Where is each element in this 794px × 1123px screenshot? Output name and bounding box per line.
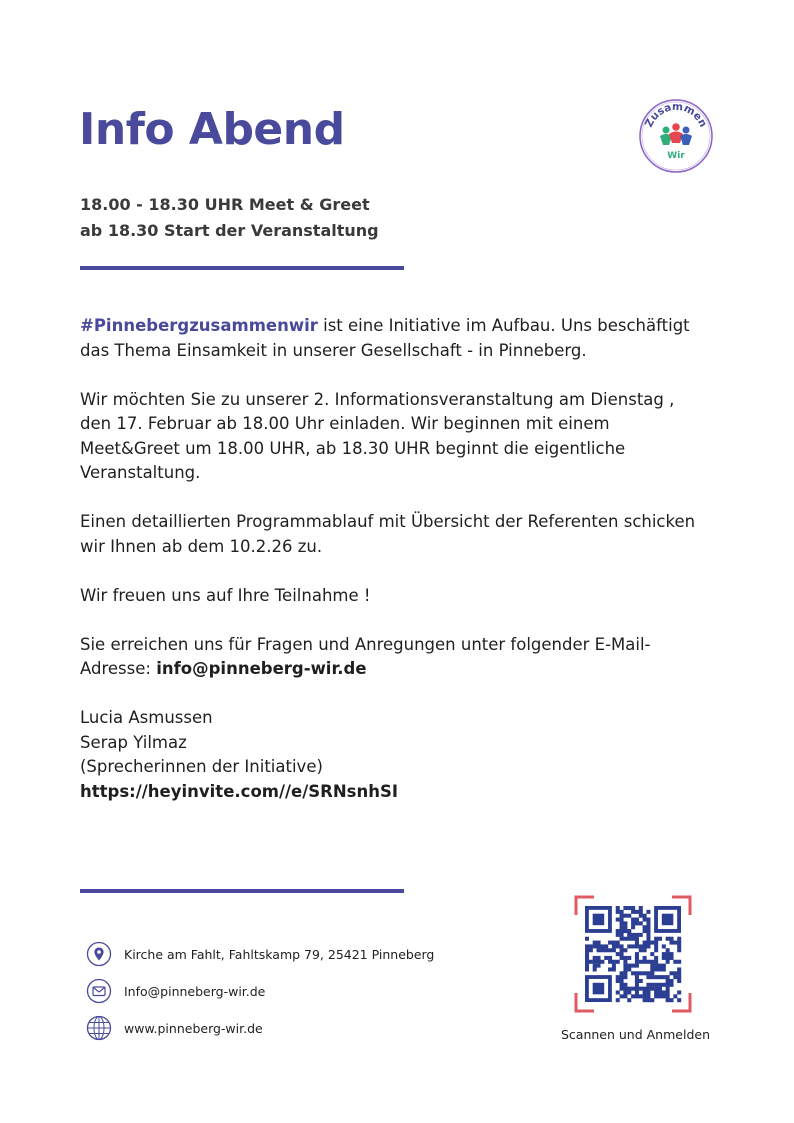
qr-modules <box>585 906 681 1002</box>
location-pin-icon <box>86 941 112 967</box>
contact-text: Sie erreichen uns für Fragen und Anregungen unter folgender E-Mail-Adresse: <box>80 634 651 678</box>
footer-address <box>86 941 434 967</box>
zusammen-wir-logo <box>636 96 716 176</box>
event-times <box>80 192 379 244</box>
hashtag: #Pinnebergzusammenwir <box>80 316 318 335</box>
qr-code[interactable] <box>574 895 692 1013</box>
signer-2: Serap Yilmaz <box>80 732 187 752</box>
page-title: Info Abend <box>79 104 345 155</box>
globe-icon <box>86 1015 112 1041</box>
signer-role: (Sprecherinnen der Initiative) <box>80 757 323 776</box>
paragraph-program: Einen detaillierten Programmablauf mit Übersicht der Referenten schicken wir Ihnen ab dem 10.2.26 zu. <box>80 512 696 556</box>
times-line-1: 18.00 - 18.30 UHR Meet & Greet <box>80 195 370 214</box>
address-text: Kirche am Fahlt, Fahltskamp 79, 25421 Pinneberg <box>124 946 435 962</box>
divider-top <box>80 266 404 270</box>
registration-link[interactable]: https://heyinvite.com//e/SRNsnhSI <box>80 781 398 801</box>
mail-icon <box>86 978 112 1004</box>
svg-text:Zusammen: Zusammen <box>642 100 710 130</box>
contact-email-link[interactable]: info@pinneberg-wir.de <box>156 659 367 678</box>
paragraph-invitation: Wir möchten Sie zu unserer 2. Informationsveranstaltung am Dienstag , den 17. Februar ab 18.00 Uhr einladen. Wir beginnen mit einem Meet&Greet um 18.00 UHR, ab 18.30 UHR beginnt die eigentliche Veranstaltung. <box>80 389 675 482</box>
divider-bottom <box>80 889 404 893</box>
footer-email <box>86 978 265 1004</box>
qr-caption: Scannen und Anmelden <box>560 1027 710 1042</box>
times-line-2: ab 18.30 Start der Veranstaltung <box>80 221 379 240</box>
paragraph-contact <box>80 633 700 682</box>
paragraph-thanks: Wir freuen uns auf Ihre Teilnahme ! <box>80 585 371 605</box>
svg-text:Wir: Wir <box>667 151 685 161</box>
invitation-body <box>80 314 700 804</box>
email-text[interactable]: Info@pinneberg-wir.de <box>124 983 266 999</box>
signature <box>80 706 700 804</box>
paragraph-intro <box>80 314 700 363</box>
signer-1: Lucia Asmussen <box>80 708 213 727</box>
web-text[interactable]: www.pinneberg-wir.de <box>124 1020 263 1036</box>
footer-web <box>86 1015 263 1041</box>
intro-text: ist eine Initiative im Aufbau. Uns beschäftigt das Thema Einsamkeit in unserer Gesellschaft - in Pinneberg. <box>80 316 690 360</box>
